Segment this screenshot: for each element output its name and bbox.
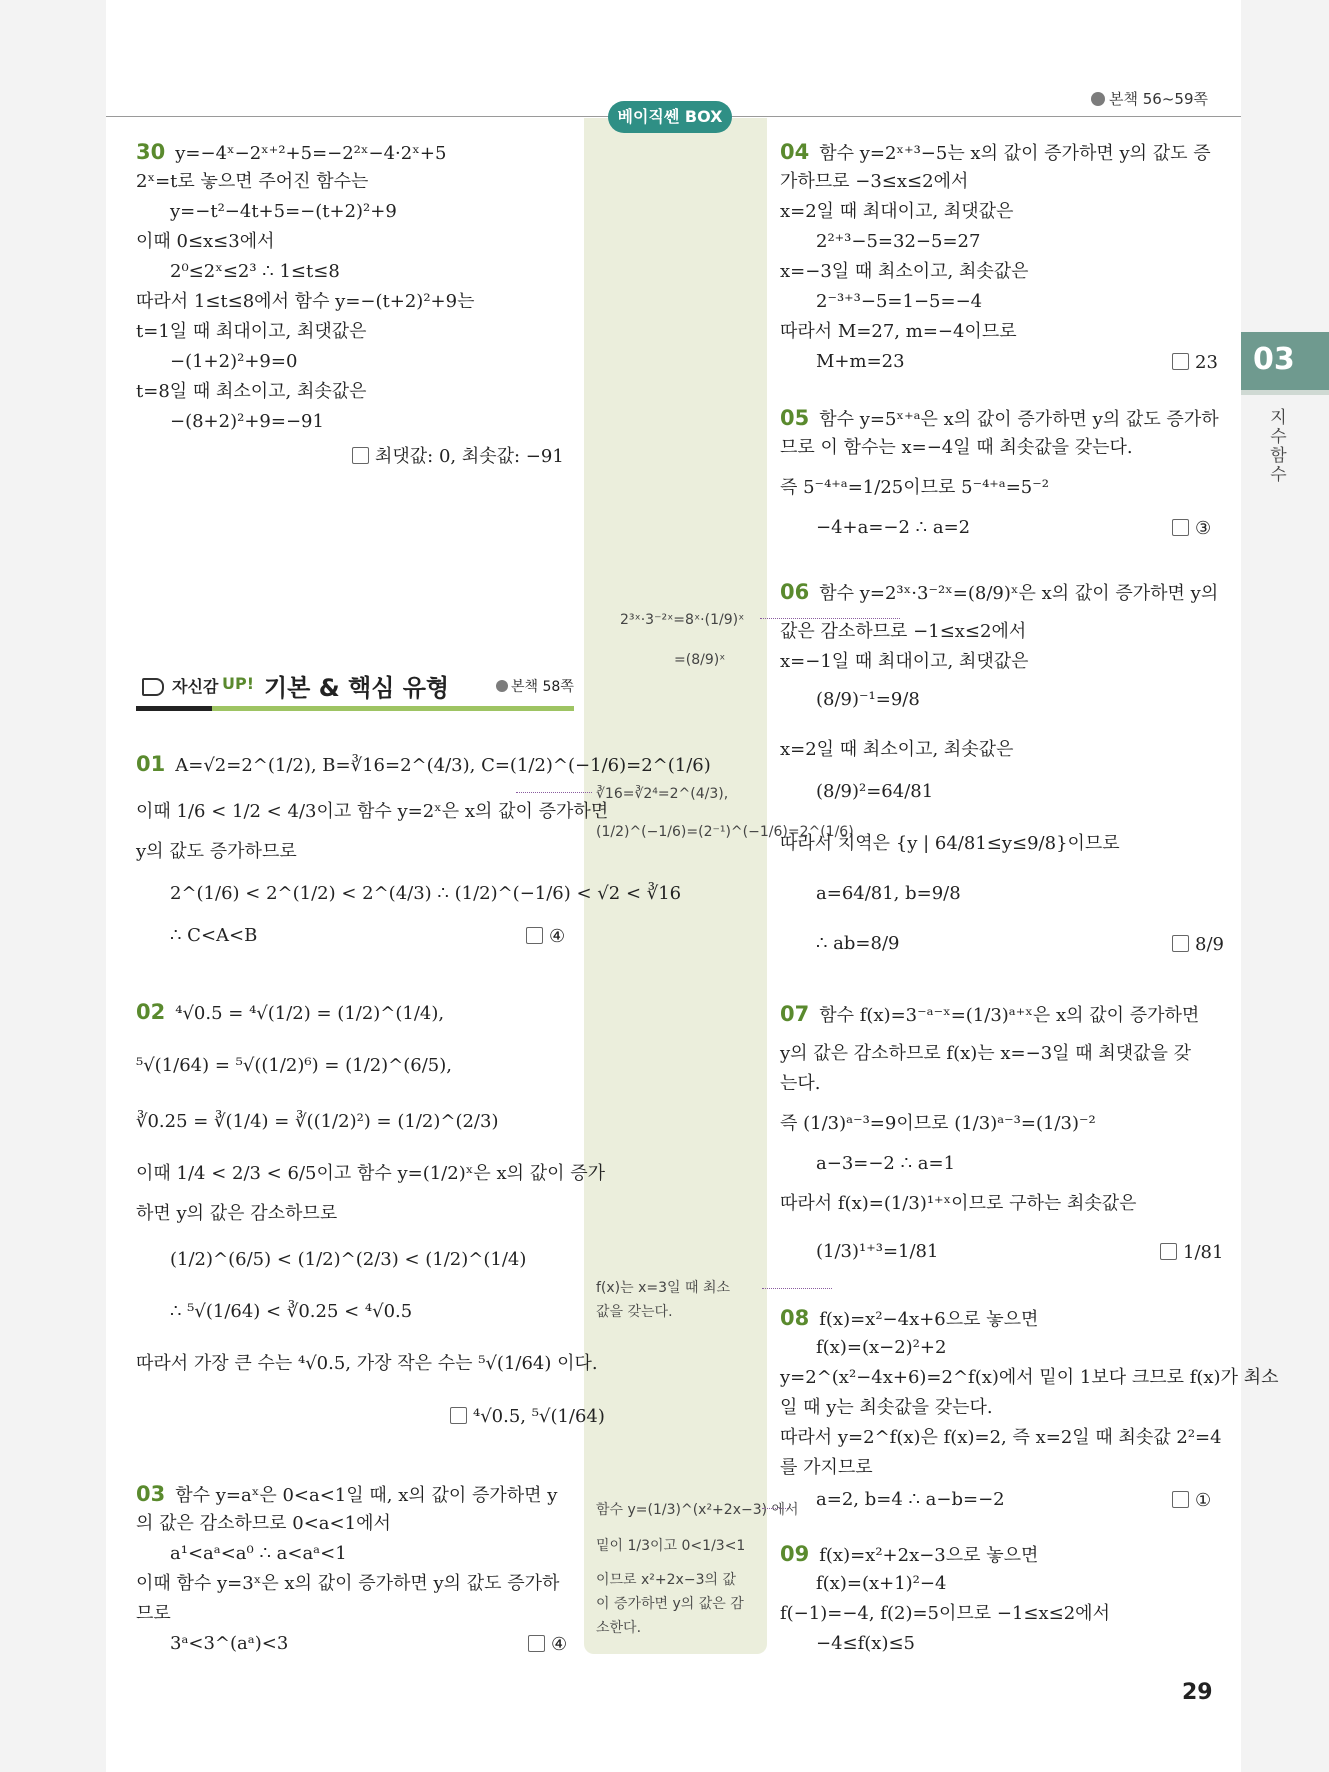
p01-line-2: 이때 1/6 < 1/2 < 4/3이고 함수 y=2ˣ은 x의 값이 증가하면 xyxy=(136,801,609,822)
p07-line-2: y의 값은 감소하므로 f(x)는 x=−3일 때 최댓값을 갖 xyxy=(780,1043,1192,1064)
ref-icon xyxy=(1091,92,1105,106)
p08-line-6: 를 가지므로 xyxy=(780,1457,873,1478)
p06-answer: 8/9 xyxy=(1172,934,1224,955)
p09-line-4: −4≤f(x)≤5 xyxy=(816,1633,916,1654)
p05-line-4: −4+a=−2 ∴ a=2 xyxy=(816,517,971,538)
p30-line-6: 따라서 1≤t≤8에서 함수 y=−(t+2)²+9는 xyxy=(136,291,475,312)
p04-line-4: 2²⁺³−5=32−5=27 xyxy=(816,231,981,252)
header-ref: 본책 56~59쪽 xyxy=(1091,88,1208,109)
p08-line-2: f(x)=(x−2)²+2 xyxy=(816,1337,947,1358)
p30-line-4: 이때 0≤x≤3에서 xyxy=(136,231,275,252)
p07-answer: 1/81 xyxy=(1160,1242,1223,1263)
note-06-leader xyxy=(760,618,900,619)
p05-line-1: 05 함수 y=5ˣ⁺ᵃ은 x의 값이 증가하면 y의 값도 증가하 xyxy=(780,406,1219,430)
note-06-line-2: =(8/9)ˣ xyxy=(674,652,726,668)
note-01-line-1: ∛16=∛2⁴=2^(4/3), xyxy=(596,786,729,802)
p04-line-1: 04 함수 y=2ˣ⁺³−5는 x의 값이 증가하면 y의 값도 증 xyxy=(780,140,1211,164)
p02-line-6: (1/2)^(6/5) < (1/2)^(2/3) < (1/2)^(1/4) xyxy=(170,1249,527,1270)
p07-line-3: 는다. xyxy=(780,1073,821,1094)
p03-line-6: 3ᵃ<3^(aᵃ)<3 xyxy=(170,1633,289,1654)
note-07-line-1: f(x)는 x=3일 때 최소 xyxy=(596,1280,731,1296)
p03-line-2: 의 값은 감소하므로 0<a<1에서 xyxy=(136,1513,391,1534)
answer-mark-icon xyxy=(1172,1491,1189,1508)
answer-mark-icon xyxy=(1172,935,1189,952)
note-01-leader xyxy=(516,792,592,793)
p07-line-6: 따라서 f(x)=(1/3)¹⁺ˣ이므로 구하는 최솟값은 xyxy=(780,1193,1137,1214)
problem-number-05: 05 xyxy=(780,406,810,430)
p06-line-2: 값은 감소하므로 −1≤x≤2에서 xyxy=(780,621,1027,642)
answer-mark-icon xyxy=(528,1635,545,1652)
p08-line-1: 08 f(x)=x²−4x+6으로 놓으면 xyxy=(780,1306,1039,1330)
p01-line-3: y의 값도 증가하므로 xyxy=(136,841,297,862)
problem-number-04: 04 xyxy=(780,140,810,164)
p01-line-5: ∴ C<A<B xyxy=(170,925,258,946)
note-07-leader xyxy=(762,1288,832,1289)
p07-line-7: (1/3)¹⁺³=1/81 xyxy=(816,1241,939,1262)
answer-mark-icon xyxy=(450,1407,467,1424)
p30-line-3: y=−t²−4t+5=−(t+2)²+9 xyxy=(170,201,397,222)
chapter-number: 03 xyxy=(1253,342,1295,377)
p02-line-5: 하면 y의 값은 감소하므로 xyxy=(136,1203,338,1224)
note-08-line-1: 함수 y=(1/3)^(x²+2x−3) 에서 xyxy=(596,1502,799,1518)
problem-number-01: 01 xyxy=(136,752,166,776)
p03-line-4: 이때 함수 y=3ˣ은 x의 값이 증가하면 y의 값도 증가하 xyxy=(136,1573,560,1594)
p30-line-7: t=1일 때 최대이고, 최댓값은 xyxy=(136,321,367,342)
problem-number-08: 08 xyxy=(780,1306,810,1330)
p07-line-4: 즉 (1/3)ᵃ⁻³=9이므로 (1/3)ᵃ⁻³=(1/3)⁻² xyxy=(780,1113,1096,1134)
p30-line-8: −(1+2)²+9=0 xyxy=(170,351,298,372)
p05-line-2: 므로 이 함수는 x=−4일 때 최솟값을 갖는다. xyxy=(780,437,1133,458)
p06-line-9: ∴ ab=8/9 xyxy=(816,933,900,954)
p02-line-8: 따라서 가장 큰 수는 ⁴√0.5, 가장 작은 수는 ⁵√(1/64) 이다. xyxy=(136,1353,598,1374)
p04-line-6: 2⁻³⁺³−5=1−5=−4 xyxy=(816,291,983,312)
p02-line-7: ∴ ⁵√(1/64) < ∛0.25 < ⁴√0.5 xyxy=(170,1301,413,1322)
p08-line-5: 따라서 y=2^f(x)은 f(x)=2, 즉 x=2일 때 최솟값 2²=4 xyxy=(780,1427,1222,1448)
problem-number-02: 02 xyxy=(136,1000,166,1024)
p06-line-8: a=64/81, b=9/8 xyxy=(816,883,961,904)
p07-line-1: 07 함수 f(x)=3⁻ᵃ⁻ˣ=(1/3)ᵃ⁺ˣ은 x의 값이 증가하면 xyxy=(780,1002,1200,1026)
p05-answer: ③ xyxy=(1172,518,1211,539)
p30-line-9: t=8일 때 최소이고, 최솟값은 xyxy=(136,381,367,402)
p06-line-6: (8/9)²=64/81 xyxy=(816,781,934,802)
note-08-line-5: 소한다. xyxy=(596,1620,642,1636)
answer-mark-icon xyxy=(1172,353,1189,370)
section-title-up: UP! xyxy=(222,674,255,693)
answer-mark-icon xyxy=(1172,519,1189,536)
p09-line-2: f(x)=(x+1)²−4 xyxy=(816,1573,947,1594)
problem-number-30: 30 xyxy=(136,140,166,164)
problem-number-06: 06 xyxy=(780,580,810,604)
section-ref: 본책 58쪽 xyxy=(496,676,574,696)
p30-line-2: 2ˣ=t로 놓으면 주어진 함수는 xyxy=(136,171,369,192)
page xyxy=(106,0,1295,1772)
p02-line-1: 02 ⁴√0.5 = ⁴√(1/2) = (1/2)^(1/4), xyxy=(136,1000,445,1024)
p06-line-1: 06 함수 y=2³ˣ·3⁻²ˣ=(8/9)ˣ은 x의 값이 증가하면 y의 xyxy=(780,580,1219,604)
answer-mark-icon xyxy=(352,447,369,464)
note-07-line-2: 값을 갖는다. xyxy=(596,1304,673,1320)
p04-line-8: M+m=23 xyxy=(816,351,905,372)
page-number: 29 xyxy=(1182,1680,1213,1705)
p03-line-3: a¹<aᵃ<a⁰ ∴ a<aᵃ<1 xyxy=(170,1543,347,1564)
note-08-line-3: 이므로 x²+2x−3의 값 xyxy=(596,1572,736,1588)
p01-line-4: 2^(1/6) < 2^(1/2) < 2^(4/3) ∴ (1/2)^(−1/6) < √2 < ∛16 xyxy=(170,883,682,904)
p02-line-3: ∛0.25 = ∛(1/4) = ∛((1/2)²) = (1/2)^(2/3) xyxy=(136,1111,499,1132)
p09-line-3: f(−1)=−4, f(2)=5이므로 −1≤x≤2에서 xyxy=(780,1603,1110,1624)
section-rule-green xyxy=(212,706,574,711)
problem-number-09: 09 xyxy=(780,1542,810,1566)
note-08-line-2: 밑이 1/3이고 0<1/3<1 xyxy=(596,1538,746,1554)
note-06-line-1: 2³ˣ·3⁻²ˣ=8ˣ·(1/9)ˣ xyxy=(620,612,745,628)
p02-line-2: ⁵√(1/64) = ⁵√((1/2)⁶) = (1/2)^(6/5), xyxy=(136,1055,452,1076)
p04-line-2: 가하므로 −3≤x≤2에서 xyxy=(780,171,969,192)
p08-line-3: y=2^(x²−4x+6)=2^f(x)에서 밑이 1보다 크므로 f(x)가 최소 xyxy=(780,1367,1279,1388)
p03-answer: ④ xyxy=(528,1634,567,1655)
problem-number-07: 07 xyxy=(780,1002,810,1026)
p08-line-7: a=2, b=4 ∴ a−b=−2 xyxy=(816,1489,1005,1510)
p08-answer: ① xyxy=(1172,1490,1211,1511)
p09-line-1: 09 f(x)=x²+2x−3으로 놓으면 xyxy=(780,1542,1039,1566)
section-title-prefix: 자신감 xyxy=(172,677,219,696)
section-heading xyxy=(136,668,574,712)
note-08-leader xyxy=(762,1508,788,1509)
p30-line-5: 2⁰≤2ˣ≤2³ ∴ 1≤t≤8 xyxy=(170,261,340,282)
p06-line-7: 따라서 치역은 {y | 64/81≤y≤9/8}이므로 xyxy=(780,833,1120,854)
p02-answer: ⁴√0.5, ⁵√(1/64) xyxy=(450,1406,605,1427)
answer-mark-icon xyxy=(526,927,543,944)
chapter-tab xyxy=(1241,332,1329,395)
p05-line-3: 즉 5⁻⁴⁺ᵃ=1/25이므로 5⁻⁴⁺ᵃ=5⁻² xyxy=(780,477,1049,498)
note-08-line-4: 이 증가하면 y의 값은 감 xyxy=(596,1596,744,1612)
p30-line-1: 30 y=−4ˣ−2ˣ⁺²+5=−2²ˣ−4·2ˣ+5 xyxy=(136,140,447,164)
p01-answer: ④ xyxy=(526,926,565,947)
p08-line-4: 일 때 y는 최솟값을 갖는다. xyxy=(780,1397,993,1418)
megaphone-icon xyxy=(142,678,164,696)
basic-box-title: 베이직쎈 BOX xyxy=(608,101,732,133)
p06-line-4: (8/9)⁻¹=9/8 xyxy=(816,689,920,710)
p06-line-5: x=2일 때 최소이고, 최솟값은 xyxy=(780,739,1014,760)
note-01-line-2: (1/2)^(−1/6)=(2⁻¹)^(−1/6)=2^(1/6) xyxy=(596,824,854,840)
answer-mark-icon xyxy=(1160,1243,1177,1260)
problem-number-03: 03 xyxy=(136,1482,166,1506)
p30-answer: 최댓값: 0, 최솟값: −91 xyxy=(352,442,564,468)
section-rule-dark xyxy=(136,706,212,711)
chapter-title: 지수함수 xyxy=(1266,408,1286,484)
p06-line-3: x=−1일 때 최대이고, 최댓값은 xyxy=(780,651,1029,672)
ref-icon xyxy=(496,680,508,692)
p03-line-5: 므로 xyxy=(136,1603,171,1624)
p30-line-10: −(8+2)²+9=−91 xyxy=(170,411,324,432)
p04-answer: 23 xyxy=(1172,352,1218,373)
p03-line-1: 03 함수 y=aˣ은 0<a<1일 때, x의 값이 증가하면 y xyxy=(136,1482,558,1506)
p07-line-5: a−3=−2 ∴ a=1 xyxy=(816,1153,956,1174)
section-title-main: 기본 & 핵심 유형 xyxy=(264,674,450,702)
p04-line-5: x=−3일 때 최소이고, 최솟값은 xyxy=(780,261,1029,282)
p04-line-7: 따라서 M=27, m=−4이므로 xyxy=(780,321,1017,342)
p01-line-1: 01 A=√2=2^(1/2), B=∛16=2^(4/3), C=(1/2)^(−1/6)=2^(1/6) xyxy=(136,752,711,776)
p02-line-4: 이때 1/4 < 2/3 < 6/5이고 함수 y=(1/2)ˣ은 x의 값이 증가 xyxy=(136,1163,605,1184)
p04-line-3: x=2일 때 최대이고, 최댓값은 xyxy=(780,201,1014,222)
